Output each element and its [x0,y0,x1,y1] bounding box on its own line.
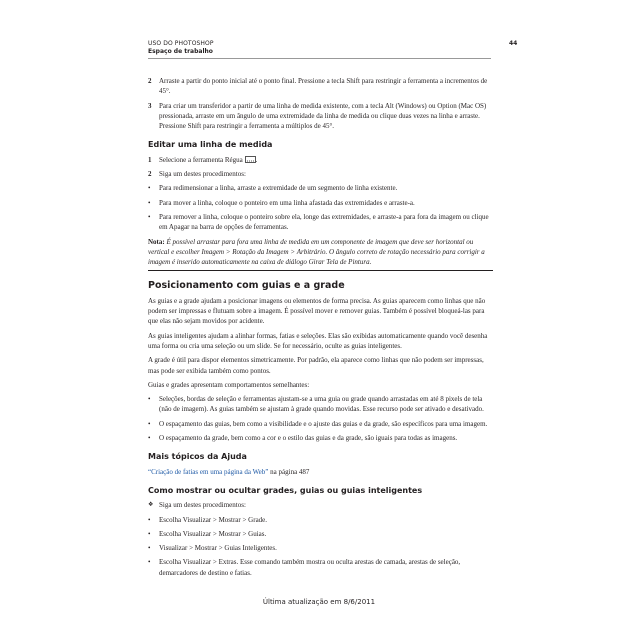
diamond-bullet-icon: ❖ [148,502,154,509]
step-text: Para criar um transferidor a partir de uma linha de medida existente, com a tecla Alt (Windows) ou Option (Mac OS) pressionada, arraste em um ângulo de uma extremidade da linha de medida ou clique duas vezes na linha e arraste. Pressione Shift para restringir a ferramenta a múltiplos de 45°. [159,101,487,131]
edit-heading: Editar uma linha de medida [148,140,273,150]
step-text-end: . [255,155,258,164]
list-item-text: O espaçamento da grade, bem como a cor e o estilo das guias e da grade, são iguais para todas as imagens. [159,434,458,443]
guides-heading: Posicionamento com guias e a grade [148,280,345,292]
list-item [148,212,493,233]
bullet-icon: • [148,544,151,553]
list-item-text: Escolha Visualizar > Extras. Esse comando também mostra ou oculta arestas de camada, arestas de seleção, demarcadores de destino e fatias. [159,558,461,577]
list-item [148,419,493,429]
list-item-text: Escolha Visualizar > Mostrar > Guias. [159,529,267,538]
bullet-icon: • [148,198,151,207]
related-link-line [148,467,493,477]
bullet-icon: • [148,515,151,524]
step-text: Arraste a partir do ponto inicial até o ponto final. Pressione a tecla Shift para restringir a ferramenta a incrementos de 45°. [159,77,488,96]
manual-title: USO DO PHOTOSHOP [148,40,214,47]
show-hide-heading: Como mostrar ou ocultar grades, guias ou guias inteligentes [148,485,423,495]
paragraph: As guias e a grade ajudam a posicionar imagens ou elementos de forma precisa. As guias aparecem como linhas que não podem ser impressas e flutuam sobre a imagem. É possível mover e remover guias. Também é possível bloqueá-las para que elas não sejam movidos por acidente. [148,296,486,326]
ruler-tool-icon [245,156,256,163]
step-text: Siga um destes procedimentos: [159,170,246,179]
page-number: 44 [509,40,518,47]
list-item [148,529,493,539]
step-item [148,101,493,132]
bullet-icon: • [148,529,151,538]
list-item-text: Escolha Visualizar > Mostrar > Grade. [159,515,268,524]
step-number: 1 [148,155,152,164]
list-item [148,394,493,415]
list-item-text: Visualizar > Mostrar > Guias Inteligentes. [159,544,277,553]
step-item [148,155,493,165]
list-item-text: Para mover a linha, coloque o ponteiro em uma linha afastada das extremidades e arraste-a. [159,198,415,207]
step-number: 2 [148,77,152,85]
section-divider [148,270,493,271]
list-item-text: Para redimensionar a linha, arraste a extremidade de um segmento de linha existente. [159,184,398,193]
section-title: Espaço de trabalho [148,48,213,55]
list-item [148,433,493,443]
step-text: Selecione a ferramenta Régua [159,155,243,164]
bullet-icon: • [148,212,151,221]
bullet-icon: • [148,434,151,443]
bullet-icon: • [148,419,151,428]
step-item [148,76,493,97]
step-item [148,169,493,179]
paragraph: A grade é útil para dispor elementos simetricamente. Por padrão, ela aparece como linhas que não podem ser impressas, mas pode ser exibida também como pontos. [148,356,484,375]
list-item [148,198,493,208]
list-item [148,543,493,553]
list-item [148,515,493,525]
header-divider [148,58,491,59]
link-suffix: na página 487 [268,467,310,476]
note-paragraph [148,237,493,268]
related-topic-link[interactable]: “Criação de fatias em uma página da Web” [148,467,269,476]
list-item-text: Seleções, bordas de seleção e ferramentas ajustam-se a uma guia ou grade quando arrastadas em até 8 pixels de tela (não de imagem). As guias também se ajustam à grade quando movidas. Esse recurso pode ser ativado e desativado. [159,395,484,414]
step-number: 2 [148,170,152,179]
paragraph: Guias e grades apresentam comportamentos semelhantes: [148,380,310,389]
note-label: Nota: [148,237,165,246]
step-number: 3 [148,101,152,110]
procedure-intro-text: Siga um destes procedimentos: [159,501,246,510]
list-item-text: Para remover a linha, coloque o ponteiro sobre ela, longe das extremidades, e arraste-a para fora da imagem ou clique em Apagar na barra de opções de ferramentas. [159,212,489,232]
last-updated-footer: Última atualização em 8/6/2011 [262,598,376,606]
paragraph: As guias inteligentes ajudam a alinhar formas, fatias e seleções. Elas são exibidas automaticamente quando você desenha uma forma ou cria uma seleção ou um slide. Se for necessário, oculte as guias inteligentes. [148,331,488,350]
list-item [148,183,493,193]
list-item-text: O espaçamento das guias, bem como a visibilidade e o ajuste das guias e da grade, são específicos para uma imagem. [159,419,488,428]
bullet-icon: • [148,184,151,193]
more-help-heading: Mais tópicos da Ajuda [148,452,247,462]
list-item [148,557,493,578]
bullet-icon: • [148,395,151,404]
note-text: É possível arrastar para fora uma linha de medida em um componente de imagem que deve ser horizontal ou vertical e escolher Imagem > Rotação da Imagem > Arbitrário. O ângulo correto de rotação necessário para corrigir a imagem é inserido automaticamente na caixa de diálogo Girar Tela de Pintura. [148,237,485,267]
bullet-icon: • [148,558,151,567]
procedure-intro [148,500,493,510]
document-body [148,76,493,582]
